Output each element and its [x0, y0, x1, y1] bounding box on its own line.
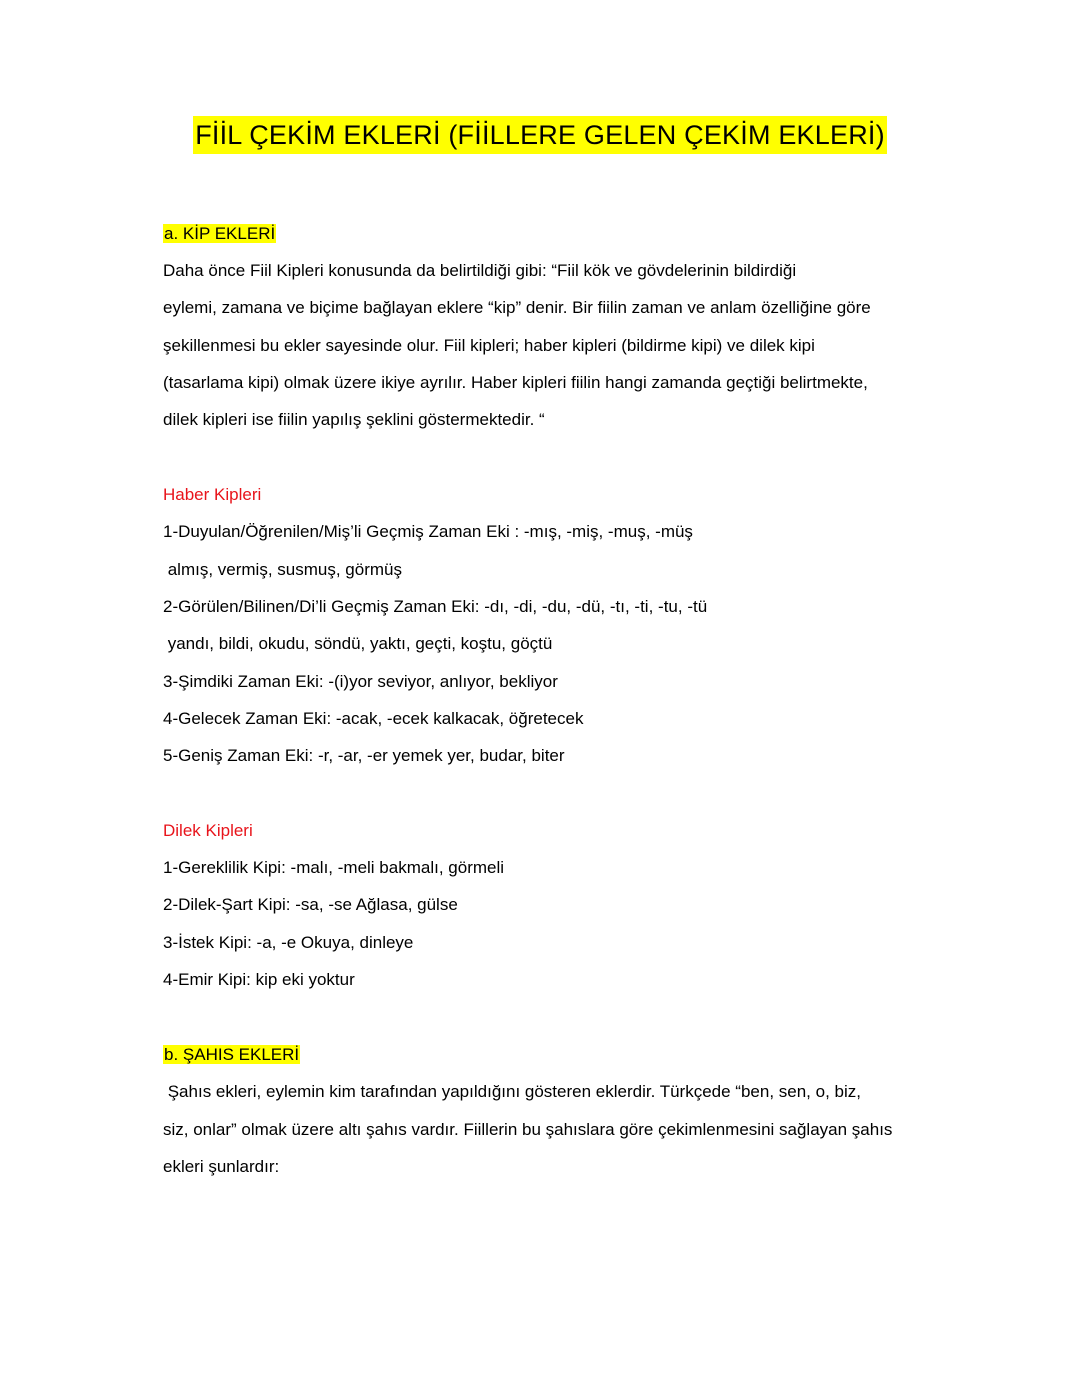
haber-kipleri-example: yandı, bildi, okudu, söndü, yaktı, geçti, koştu, göçtü	[163, 634, 553, 653]
haber-kipleri-example: almış, vermiş, susmuş, görmüş	[163, 560, 402, 579]
dilek-kipleri-line: 2-Dilek-Şart Kipi: -sa, -se Ağlasa, gülse	[163, 895, 458, 914]
section-a-heading	[163, 223, 276, 245]
dilek-kipleri-heading: Dilek Kipleri	[163, 821, 253, 840]
section-b-heading-text: b. ŞAHIS EKLERİ	[164, 1045, 300, 1064]
dilek-kipleri-line: 1-Gereklilik Kipi: -malı, -meli bakmalı, görmeli	[163, 858, 505, 877]
haber-kipleri-line: 4-Gelecek Zaman Eki: -acak, -ecek kalkacak, öğretecek	[163, 709, 584, 728]
dilek-kipleri-line: 3-İstek Kipi: -a, -e Okuya, dinleye	[163, 933, 414, 952]
section-b-heading	[163, 1044, 300, 1066]
section-b-paragraph-line: siz, onlar” olmak üzere altı şahıs vardır. Fiillerin bu şahıslara göre çekimlenmesini sağlayan şahıs	[163, 1120, 893, 1139]
section-a-paragraph-line: (tasarlama kipi) olmak üzere ikiye ayrılır. Haber kipleri fiilin hangi zamanda geçtiği belirtmekte,	[163, 373, 868, 392]
haber-kipleri-line: 3-Şimdiki Zaman Eki: -(i)yor seviyor, anlıyor, bekliyor	[163, 672, 558, 691]
page-title: FİİL ÇEKİM EKLERİ (FİİLLERE GELEN ÇEKİM EKLERİ)	[193, 116, 887, 154]
section-a-paragraph-line: şekillenmesi bu ekler sayesinde olur. Fiil kipleri; haber kipleri (bildirme kipi) ve dilek kipi	[163, 336, 815, 355]
section-b-paragraph-line: Şahıs ekleri, eylemin kim tarafından yapıldığını gösteren eklerdir. Türkçede “ben, sen, o, biz,	[163, 1082, 861, 1101]
section-a-paragraph-line: dilek kipleri ise fiilin yapılış şeklini göstermektedir. “	[163, 410, 545, 429]
section-a-paragraph-line: Daha önce Fiil Kipleri konusunda da belirtildiği gibi: “Fiil kök ve gövdelerinin bildirdiği	[163, 261, 797, 280]
section-b-paragraph-line: ekleri şunlardır:	[163, 1157, 280, 1176]
title-container	[0, 116, 1080, 154]
haber-kipleri-line: 5-Geniş Zaman Eki: -r, -ar, -er yemek yer, budar, biter	[163, 746, 565, 765]
dilek-kipleri-line: 4-Emir Kipi: kip eki yoktur	[163, 970, 355, 989]
haber-kipleri-line: 2-Görülen/Bilinen/Di’li Geçmiş Zaman Eki: -dı, -di, -du, -dü, -tı, -ti, -tu, -tü	[163, 597, 708, 616]
section-a-paragraph-line: eylemi, zamana ve biçime bağlayan eklere “kip” denir. Bir fiilin zaman ve anlam özelliğine göre	[163, 298, 871, 317]
haber-kipleri-heading: Haber Kipleri	[163, 485, 262, 504]
haber-kipleri-line: 1-Duyulan/Öğrenilen/Miş’li Geçmiş Zaman Eki : -mış, -miş, -muş, -müş	[163, 522, 693, 541]
section-a-heading-text: a. KİP EKLERİ	[164, 224, 276, 243]
